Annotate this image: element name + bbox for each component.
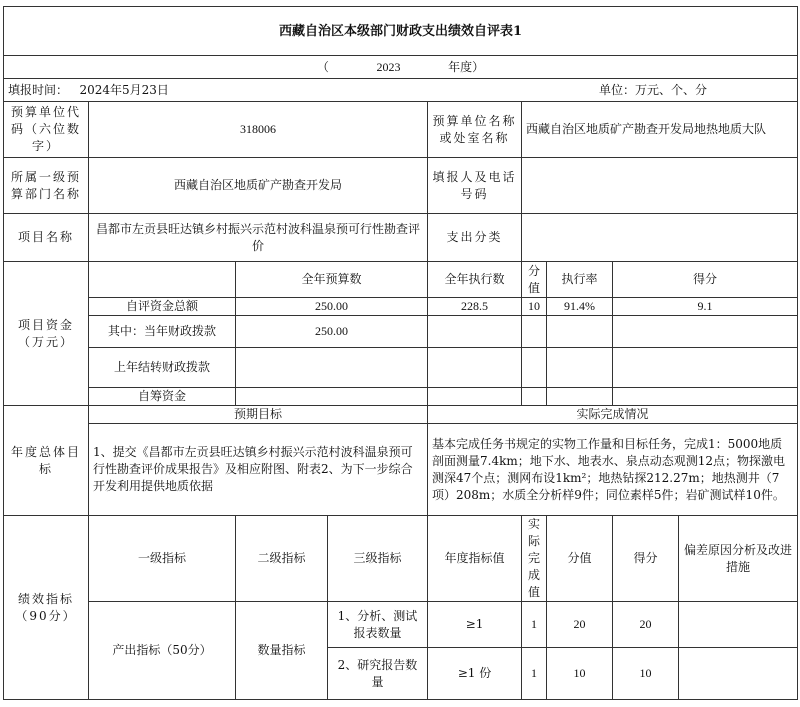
funds-header-exec-rate: 执行率 xyxy=(547,262,613,298)
budget-unit-code: 318006 xyxy=(89,102,428,158)
funds-header-annual-budget: 全年预算数 xyxy=(236,262,428,298)
funds-header-score: 得分 xyxy=(613,262,798,298)
project-name: 昌都市左贡县旺达镇乡村振兴示范村波科温泉预可行性勘查评价 xyxy=(89,214,428,262)
ind-deviation xyxy=(679,602,798,648)
funds-annual-budget: 250.00 xyxy=(236,298,428,316)
funds-row-name: 自评资金总额 xyxy=(89,298,236,316)
ind-header-actual-value: 实际完成值 xyxy=(522,516,547,602)
funds-annual-budget xyxy=(236,348,428,388)
funds-score-value xyxy=(522,348,547,388)
filler-label: 填报人及电话号码 xyxy=(428,158,522,214)
funds-header-score-value: 分值 xyxy=(522,262,547,298)
funds-annual-exec xyxy=(428,388,522,406)
funds-header-annual-exec: 全年执行数 xyxy=(428,262,522,298)
ind-level1: 产出指标（50分） xyxy=(89,602,236,700)
ind-level3: 2、研究报告数量 xyxy=(328,648,428,700)
ind-header-score-value: 分值 xyxy=(547,516,613,602)
actual-completion-text: 基本完成任务书规定的实物工作量和目标任务，完成1：5000地质剖面测量7.4km；地下水、地表水、泉点动态观测12点；物探激电测深47个点；测网布设1km²；地热钻探212.27m；地热测井（7项）208m；水质全分析样9件；同位素样5件；岩矿测试样10件。 xyxy=(428,424,798,516)
funds-exec-rate xyxy=(547,388,613,406)
indicators-label: 绩效指标（90分） xyxy=(4,516,89,700)
funds-score xyxy=(613,316,798,348)
ind-score-value: 20 xyxy=(547,602,613,648)
funds-annual-budget xyxy=(236,388,428,406)
funds-row-name: 上年结转财政拨款 xyxy=(89,348,236,388)
funds-row-current-year xyxy=(4,316,798,348)
ind-score: 10 xyxy=(613,648,679,700)
funds-score-value xyxy=(522,388,547,406)
indicator-row xyxy=(4,602,798,648)
filler-value xyxy=(522,158,798,214)
project-name-label: 项目名称 xyxy=(4,214,89,262)
budget-unit-name-label: 预算单位名称或处室名称 xyxy=(428,102,522,158)
funds-score-value xyxy=(522,316,547,348)
fill-date-value: 2024年5月23日 xyxy=(79,82,169,97)
form-title: 西藏自治区本级部门财政支出绩效自评表1 xyxy=(4,7,798,56)
ind-deviation xyxy=(679,648,798,700)
ind-actual-value: 1 xyxy=(522,602,547,648)
expected-goal-text: 1、提交《昌都市左贡县旺达镇乡村振兴示范村波科温泉预可行性勘查评价成果报告》及相应附图、附表2、为下一步综合开发利用提供地质依据 xyxy=(89,424,428,516)
funds-score xyxy=(613,348,798,388)
parent-dept: 西藏自治区地质矿产勘查开发局 xyxy=(89,158,428,214)
funds-score xyxy=(613,388,798,406)
funds-annual-exec xyxy=(428,348,522,388)
ind-level2: 数量指标 xyxy=(236,602,328,700)
unit-note: 单位：万元、个、分 xyxy=(428,79,798,102)
expense-category-value xyxy=(522,214,798,262)
budget-unit-name: 西藏自治区地质矿产勘查开发局地热地质大队 xyxy=(522,102,798,158)
fill-date-label: 填报时间： xyxy=(8,82,69,97)
fill-date xyxy=(4,79,428,102)
ind-header-level3: 三级指标 xyxy=(328,516,428,602)
year-open: （ xyxy=(316,59,329,74)
funds-row-total xyxy=(4,298,798,316)
ind-score-value: 10 xyxy=(547,648,613,700)
year-suffix: 年度） xyxy=(448,59,485,74)
parent-dept-label: 所属一级预算部门名称 xyxy=(4,158,89,214)
annual-goal-label: 年度总体目标 xyxy=(4,406,89,516)
ind-header-deviation: 偏差原因分析及改进措施 xyxy=(679,516,798,602)
funds-exec-rate xyxy=(547,316,613,348)
funds-score-value: 10 xyxy=(522,298,547,316)
fiscal-year-row xyxy=(4,56,798,79)
funds-header-blank xyxy=(89,262,236,298)
ind-header-level2: 二级指标 xyxy=(236,516,328,602)
funds-annual-exec: 228.5 xyxy=(428,298,522,316)
ind-header-level1: 一级指标 xyxy=(89,516,236,602)
ind-level3: 1、分析、测试报表数量 xyxy=(328,602,428,648)
funds-annual-exec xyxy=(428,316,522,348)
funds-exec-rate xyxy=(547,348,613,388)
ind-header-annual-value: 年度指标值 xyxy=(428,516,522,602)
expected-goal-header: 预期目标 xyxy=(89,406,428,424)
funds-annual-budget: 250.00 xyxy=(236,316,428,348)
ind-annual-value: ≥1 xyxy=(428,602,522,648)
ind-actual-value: 1 xyxy=(522,648,547,700)
funds-score: 9.1 xyxy=(613,298,798,316)
funds-row-name: 其中：当年财政拨款 xyxy=(89,316,236,348)
performance-self-evaluation-form xyxy=(3,6,798,700)
funds-row-name: 自筹资金 xyxy=(89,388,236,406)
project-funds-label: 项目资金（万元） xyxy=(4,262,89,406)
ind-score: 20 xyxy=(613,602,679,648)
expense-category-label: 支出分类 xyxy=(428,214,522,262)
funds-row-carryover xyxy=(4,348,798,388)
fiscal-year: 2023 xyxy=(376,59,401,74)
actual-completion-header: 实际完成情况 xyxy=(428,406,798,424)
funds-exec-rate: 91.4% xyxy=(547,298,613,316)
funds-row-self-raised xyxy=(4,388,798,406)
ind-annual-value: ≥1 份 xyxy=(428,648,522,700)
ind-header-score: 得分 xyxy=(613,516,679,602)
budget-unit-code-label: 预算单位代码（六位数字） xyxy=(4,102,89,158)
